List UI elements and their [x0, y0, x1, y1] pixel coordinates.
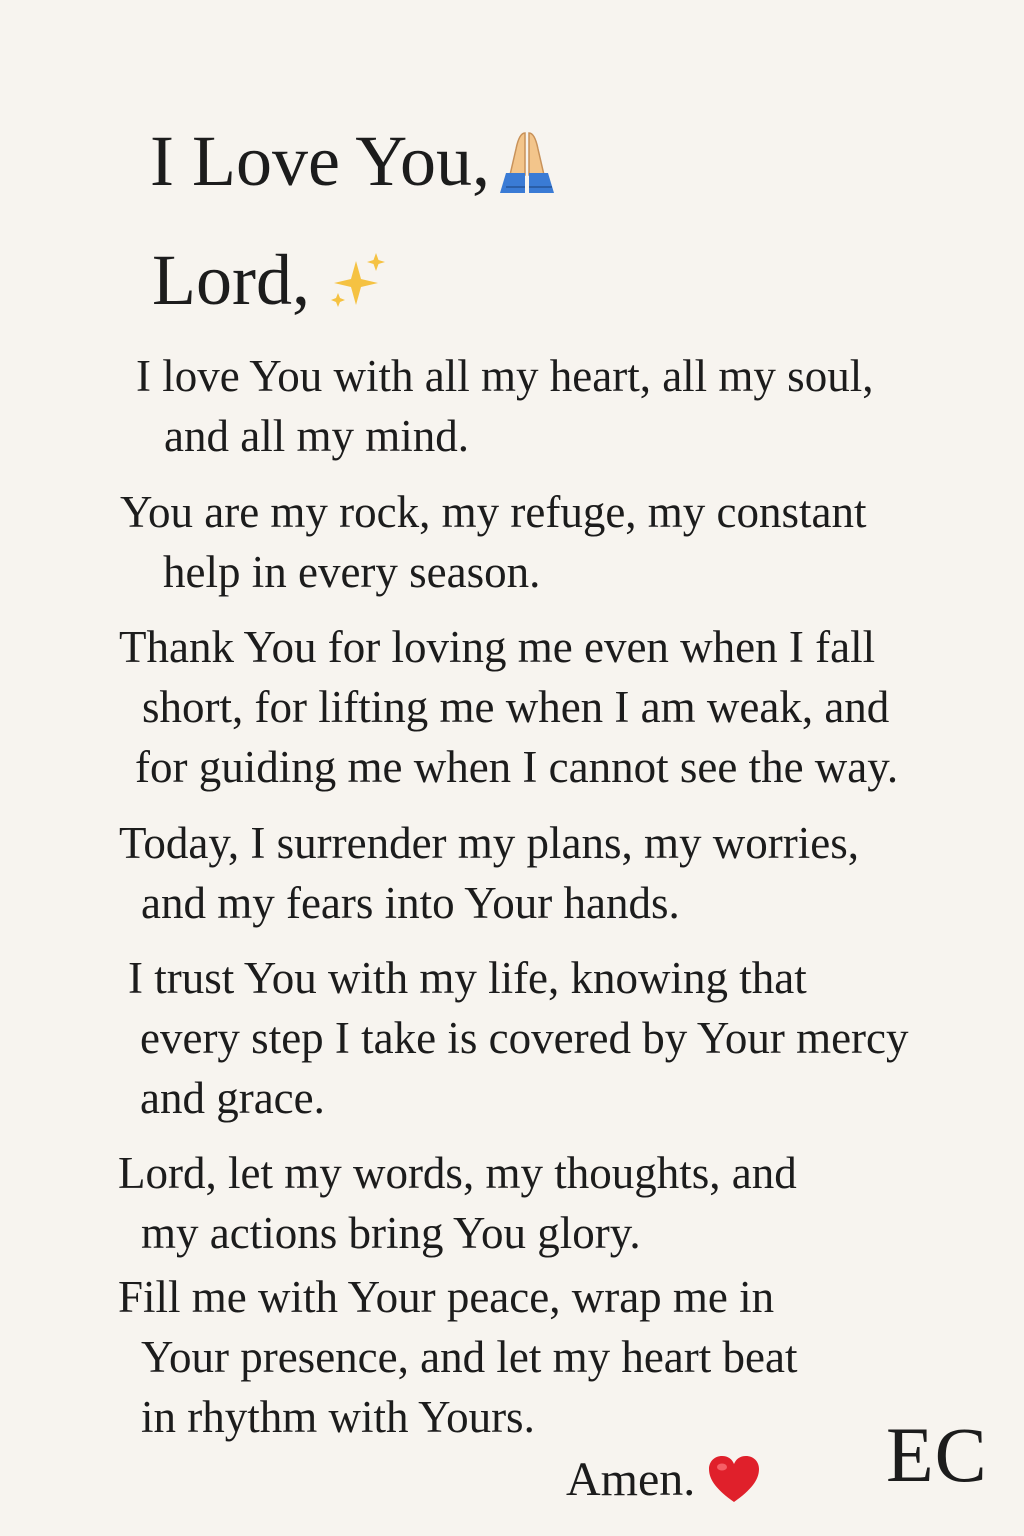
- monogram: EC: [886, 1411, 988, 1498]
- paragraph-2-line-1: You are my rock, my refuge, my constant: [120, 487, 867, 537]
- paragraph-3-line-1: Thank You for loving me even when I fall: [119, 622, 876, 672]
- paragraph-6-line-1: Lord, let my words, my thoughts, and: [118, 1148, 797, 1198]
- paragraph-2-line-2: help in every season.: [163, 547, 541, 597]
- paragraph-7-line-3: in rhythm with Yours.: [141, 1392, 535, 1442]
- paragraph-3-line-3: for guiding me when I cannot see the way.: [135, 742, 899, 792]
- paragraph-1-line-2: and all my mind.: [164, 411, 469, 461]
- title-line-2: [152, 240, 390, 320]
- amen-text: Amen.: [566, 1453, 696, 1506]
- paragraph-5-line-3: and grace.: [140, 1073, 325, 1123]
- paragraph-5-line-2: every step I take is covered by Your mercy: [140, 1013, 909, 1063]
- title-line-1: [150, 121, 560, 203]
- title-text-2: Lord,: [152, 240, 310, 320]
- paragraph-3-line-2: short, for lifting me when I am weak, and: [142, 682, 890, 732]
- title-text-1: I Love You,: [150, 121, 491, 201]
- paragraph-4-line-2: and my fears into Your hands.: [141, 878, 680, 928]
- folded-hands-icon: [494, 127, 560, 197]
- red-heart-icon: [707, 1454, 761, 1506]
- sparkles-icon: [326, 249, 390, 313]
- paragraph-6-line-2: my actions bring You glory.: [141, 1208, 641, 1258]
- paragraph-7-line-1: Fill me with Your peace, wrap me in: [118, 1272, 775, 1322]
- paragraph-5-line-1: I trust You with my life, knowing that: [128, 953, 807, 1003]
- closing-amen: [566, 1453, 761, 1510]
- paragraph-1-line-1: I love You with all my heart, all my soul,: [136, 351, 874, 401]
- paragraph-4-line-1: Today, I surrender my plans, my worries,: [119, 818, 859, 868]
- paragraph-7-line-2: Your presence, and let my heart beat: [141, 1332, 798, 1382]
